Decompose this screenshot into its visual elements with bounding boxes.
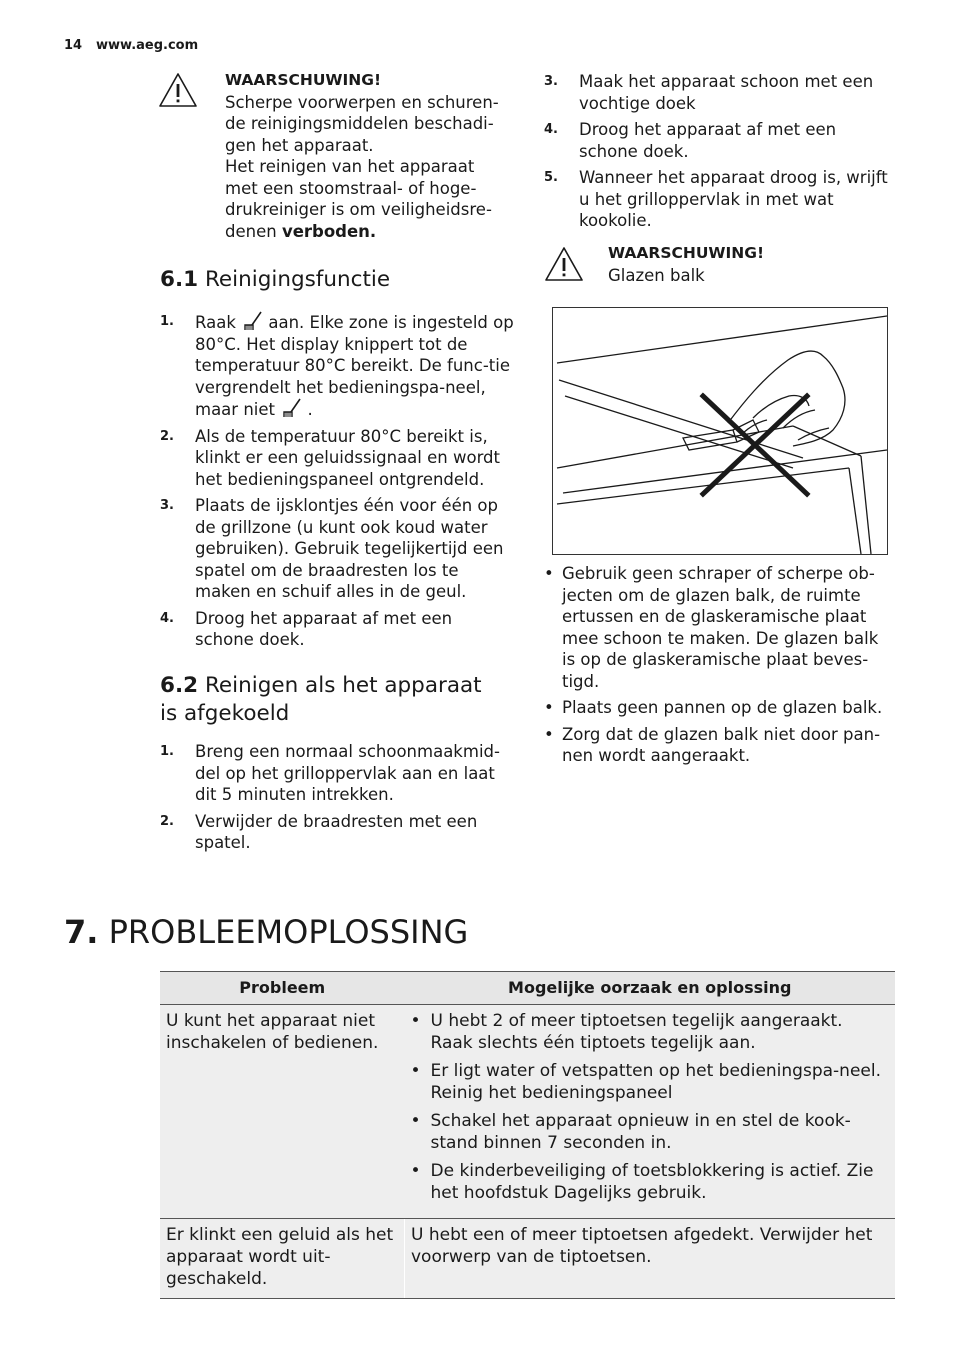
section-6-2-steps xyxy=(160,741,515,859)
glass-bar-illustration xyxy=(552,307,888,555)
step-text: . xyxy=(302,400,313,419)
step-text: aan. Elke zone is ingesteld op 80°C. Het display knippert tot de temperatuur 80°C bereikt. De func-tie vergrendelt het bedieningspa-neel, maar niet xyxy=(195,313,514,419)
step-text: Droog het apparaat af met een schone doek. xyxy=(579,120,837,161)
step-text: Maak het apparaat schoon met een vochtige doek xyxy=(579,72,874,113)
page-number: 14 xyxy=(64,38,83,53)
problem-cell: Er klinkt een geluid als het apparaat wordt uit-geschakeld. xyxy=(160,1219,405,1299)
chapter-heading xyxy=(64,910,468,954)
cause-item xyxy=(411,1110,890,1154)
step-text: Verwijder de braadresten met een spatel. xyxy=(195,811,478,852)
section-title: Reinigen als het apparaat xyxy=(204,673,482,698)
step-number: 2. xyxy=(160,813,174,829)
step-text: Breng een normaal schoonmaakmid-del op het grilloppervlak aan en laat dit 5 minuten intrekken. xyxy=(195,742,500,804)
table-row xyxy=(160,1005,895,1219)
step-text: Raak xyxy=(195,313,242,332)
cause-item xyxy=(411,1010,890,1054)
step-item xyxy=(160,426,515,491)
cause-item xyxy=(411,1160,890,1204)
warning-line-last xyxy=(225,221,525,243)
warning-line: met een stoomstraal- of hoge- xyxy=(225,178,477,198)
warning-text: denen xyxy=(225,221,282,241)
cause-text: U hebt 2 of meer tiptoetsen tegelijk aangeraakt. Raak slechts één tiptoets tegelijk aan. xyxy=(430,1011,843,1053)
solution-cell: U hebt een of meer tiptoetsen afgedekt. Verwijder het voorwerp van de tiptoetsen. xyxy=(405,1219,896,1299)
step-number: 4. xyxy=(160,610,174,626)
step-item xyxy=(160,741,515,806)
table-header-row xyxy=(160,972,895,1005)
troubleshooting-table xyxy=(160,971,895,1299)
step-text: Wanneer het apparaat droog is, wrijft u het grilloppervlak in met wat kookolie. xyxy=(579,168,888,230)
step-number: 1. xyxy=(160,744,174,759)
step-number: 4. xyxy=(544,122,558,137)
bullet-text: Plaats geen pannen op de glazen balk. xyxy=(562,698,883,717)
step-number: 5. xyxy=(544,170,558,185)
chapter-number: 7. xyxy=(64,913,99,951)
warning-line: drukreiniger is om veiligheidsre- xyxy=(225,200,492,219)
step-text: Als de temperatuur 80°C bereikt is, klinkt er een geluidssignaal en wordt het bedieningspaneel ontgrendeld. xyxy=(195,426,501,489)
step-text: Droog het apparaat af met een schone doek. xyxy=(195,608,453,649)
section-title-line2: is afgekoeld xyxy=(160,701,290,726)
table-row xyxy=(160,1219,895,1299)
section-6-1-steps xyxy=(160,311,515,656)
warning-line: Het reinigen van het apparaat xyxy=(225,157,475,176)
section-number: 6.2 xyxy=(160,673,199,698)
step-item xyxy=(160,608,515,651)
bullet: • xyxy=(410,1011,421,1031)
warning-title: WAARSCHUWING! xyxy=(225,71,382,89)
list-item xyxy=(544,697,896,719)
cleaning-function-icon xyxy=(241,311,263,331)
step-item xyxy=(160,311,515,421)
cause-text: De kinderbeveiliging of toetsblokkering is actief. Zie het hoofdstuk Dagelijks gebruik. xyxy=(430,1161,874,1203)
cause-cell xyxy=(405,1005,896,1219)
warning-triangle-icon xyxy=(158,72,198,108)
right-bullets xyxy=(544,563,896,772)
warning-text: Glazen balk xyxy=(608,265,705,285)
step-item xyxy=(160,811,515,854)
warning-bold-word: verboden. xyxy=(281,221,377,241)
column-header-problem: Probleem xyxy=(160,972,405,1005)
bullet: • xyxy=(410,1111,421,1131)
warning-block-1 xyxy=(225,70,525,242)
right-steps xyxy=(544,71,894,237)
step-number: 1. xyxy=(160,314,174,329)
header-url: www.aeg.com xyxy=(96,38,199,53)
section-6-2-heading xyxy=(160,672,520,728)
bullet: • xyxy=(410,1161,421,1181)
bullet: • xyxy=(410,1061,421,1081)
chapter-title: PROBLEEMOPLOSSING xyxy=(108,913,469,951)
column-header-cause: Mogelijke oorzaak en oplossing xyxy=(405,972,896,1005)
step-number: 3. xyxy=(544,74,558,89)
problem-cell: U kunt het apparaat niet inschakelen of bedienen. xyxy=(160,1005,405,1219)
step-text: Plaats de ijsklontjes één voor één op de grillzone (u kunt ook koud water gebruiken). Gebruik tegelijkertijd een spatel om de braadresten los te maken en schuif alles in de geul. xyxy=(195,496,504,601)
list-item xyxy=(544,563,896,692)
cause-text: Schakel het apparaat opnieuw in en stel de kook-stand binnen 7 seconden in. xyxy=(430,1111,851,1153)
warning-line: gen het apparaat. xyxy=(225,135,374,155)
warning-block-2 xyxy=(608,243,888,286)
step-number: 2. xyxy=(160,428,174,444)
bullet: • xyxy=(544,564,554,583)
section-title: Reinigingsfunctie xyxy=(204,267,391,292)
cleaning-function-icon xyxy=(280,398,302,418)
warning-title: WAARSCHUWING! xyxy=(608,244,765,262)
step-item xyxy=(544,167,894,232)
step-item xyxy=(544,119,894,162)
section-number: 6.1 xyxy=(160,267,199,292)
section-6-1-heading xyxy=(160,266,520,294)
cause-item xyxy=(411,1060,890,1104)
warning-triangle-icon xyxy=(544,246,584,282)
scraper-prohibited-illustration xyxy=(553,308,887,554)
warning-line: Scherpe voorwerpen en schuren- xyxy=(225,92,499,112)
step-number: 3. xyxy=(160,498,174,513)
warning-line: de reinigingsmiddelen beschadi- xyxy=(225,114,494,133)
bullet-text: Gebruik geen schraper of scherpe ob-jecten om de glazen balk, de ruimte ertussen en de glaskeramische plaat mee schoon te maken. De glazen balk is op de glaskeramische plaat beves-tigd. xyxy=(562,564,879,691)
step-item xyxy=(544,71,894,114)
bullet: • xyxy=(544,698,554,717)
bullet: • xyxy=(544,724,554,744)
cause-text: Er ligt water of vetspatten op het bedieningspa-neel. Reinig het bedieningspaneel xyxy=(430,1061,881,1103)
list-item xyxy=(544,724,896,767)
step-item xyxy=(160,495,515,603)
bullet-text: Zorg dat de glazen balk niet door pan-nen wordt aangeraakt. xyxy=(562,724,881,765)
